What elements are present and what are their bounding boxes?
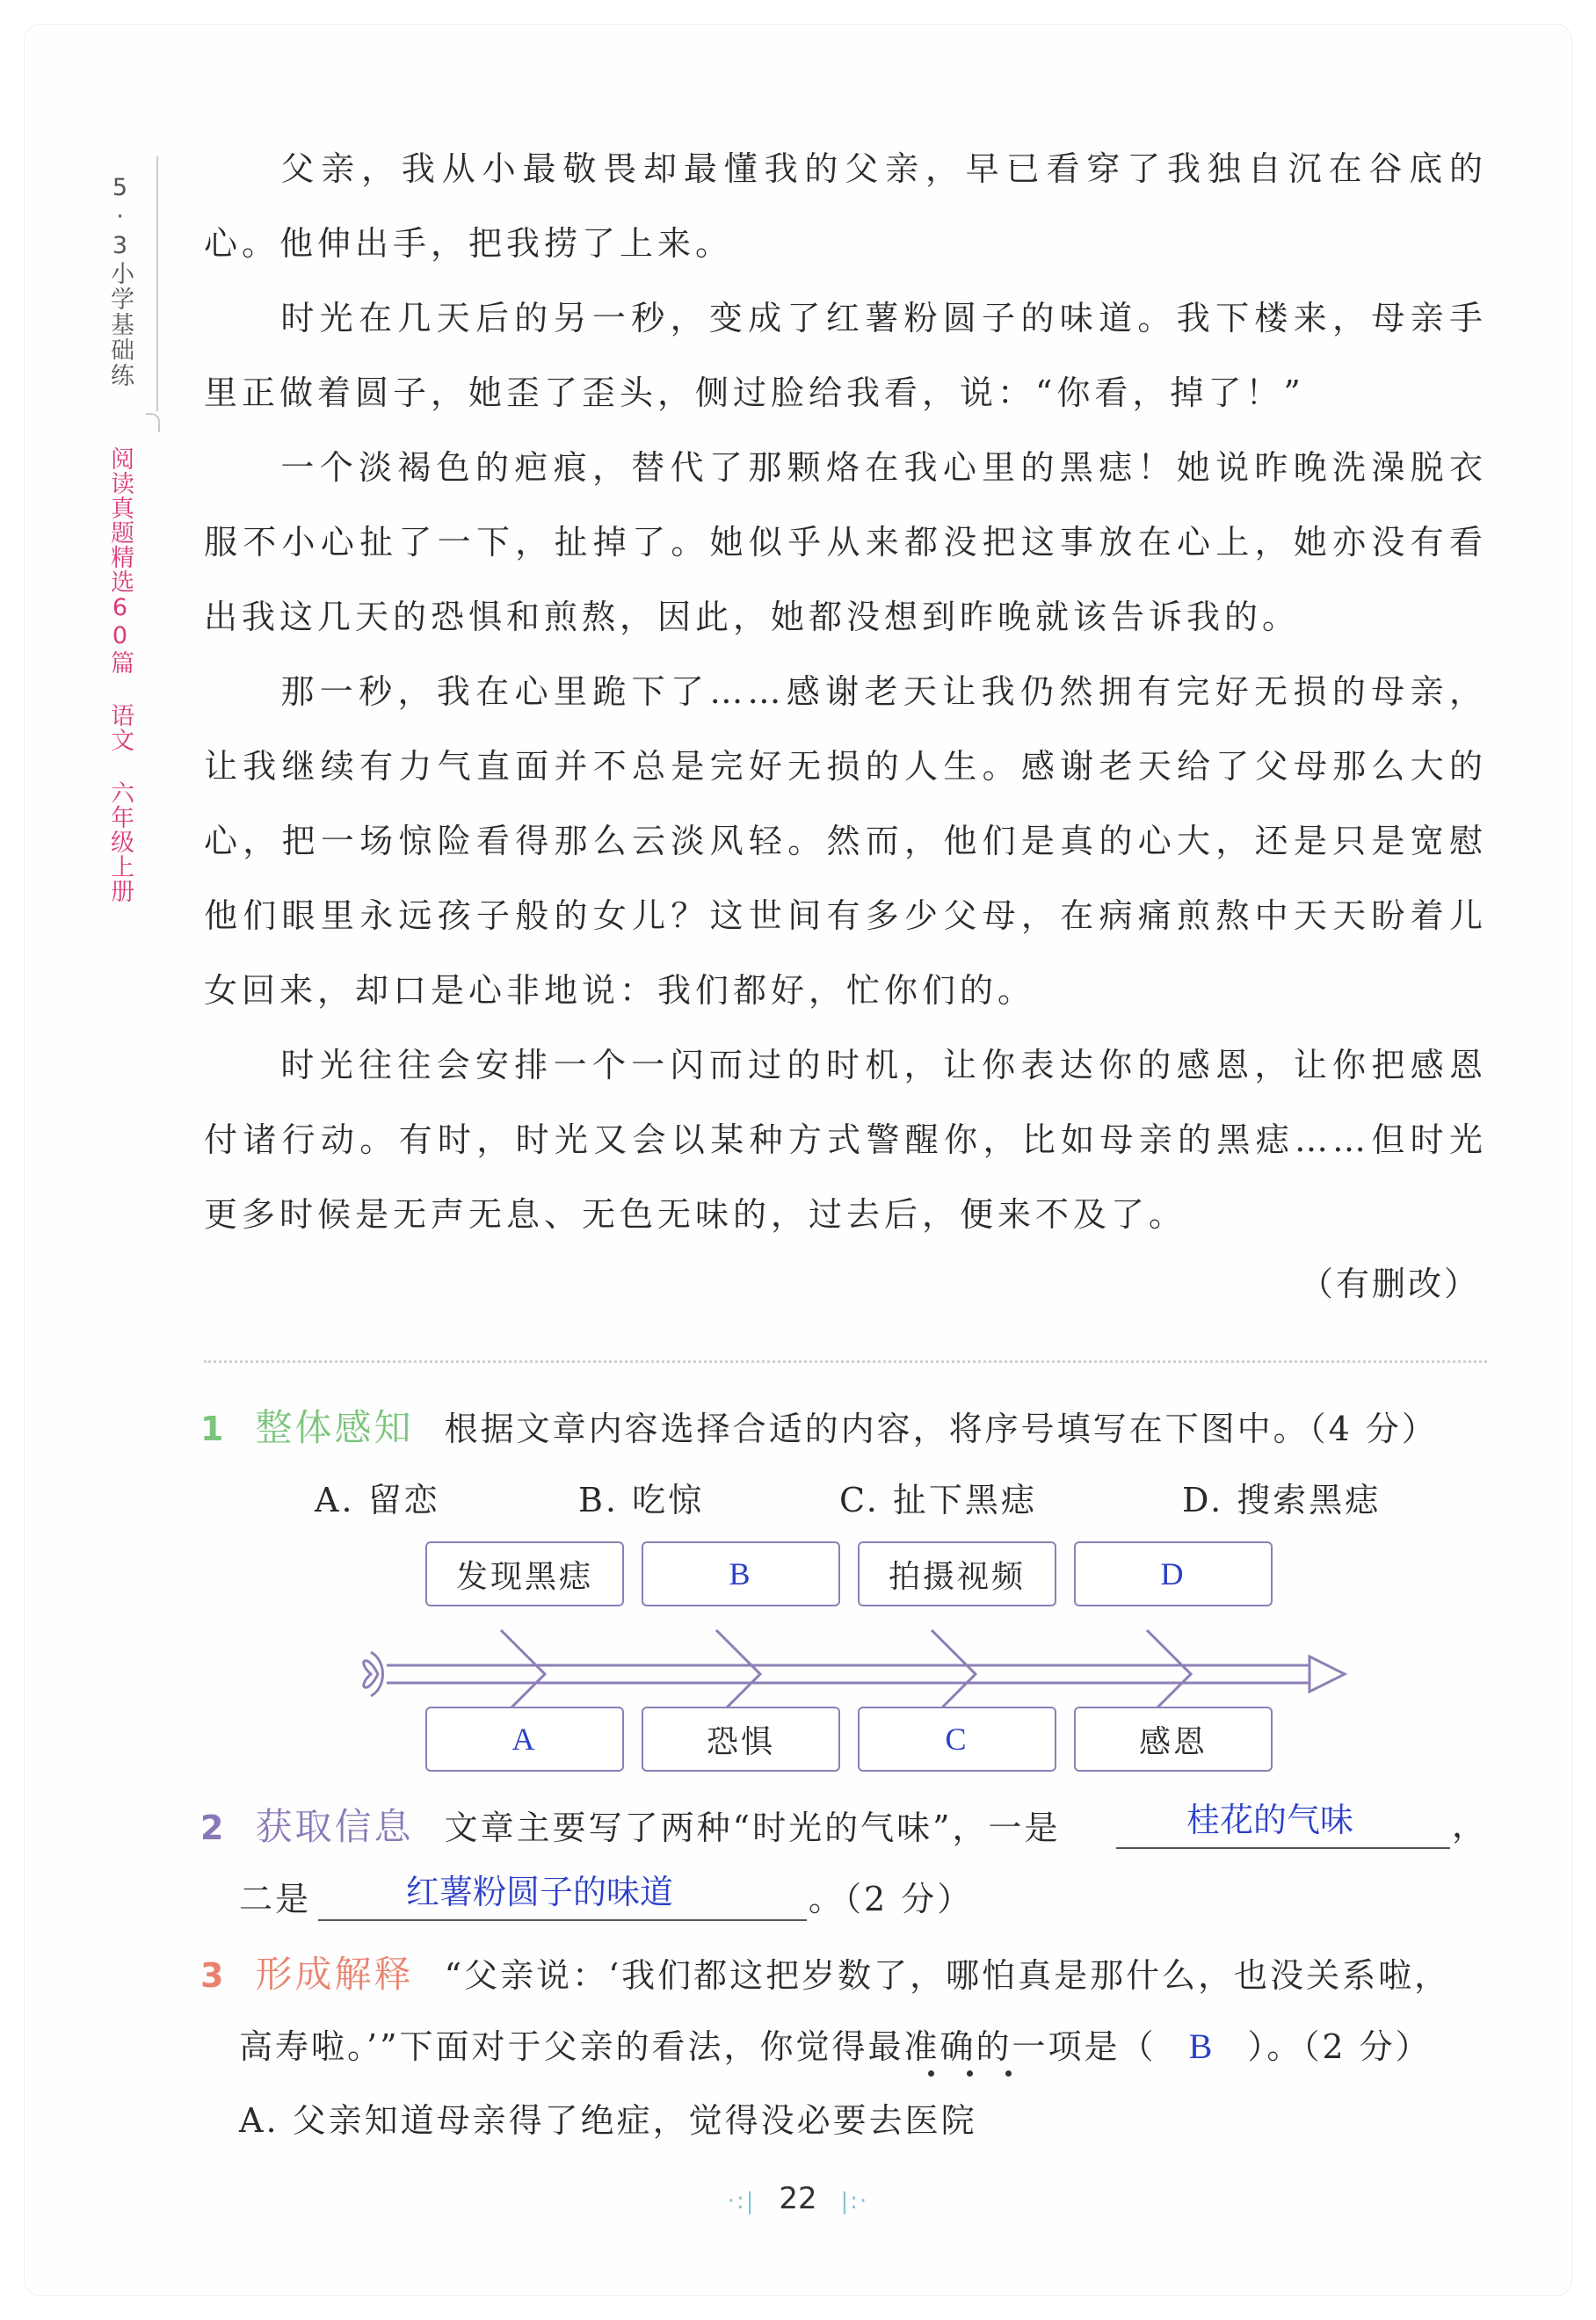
source-note: （有删改）	[1299, 1265, 1480, 1303]
question-2	[200, 1798, 1061, 1851]
page-number-deco-right: |:·	[840, 2188, 869, 2215]
q3-answer[interactable]: B	[1188, 2026, 1215, 2066]
passage-paragraph: 时光在几天后的另一秒，变成了红薯粉圆子的味道。我下楼来，母亲手里正做着圆子，她歪了歪头，侧过脸给我看，说：“你看，掉了！”	[204, 299, 1487, 412]
q2-category: 获取信息	[255, 1805, 414, 1848]
passage-paragraph: 父亲，我从小最敬畏却最懂我的父亲，早已看穿了我独自沉在谷底的心。他伸出手，把我捞了上来。	[204, 149, 1487, 263]
emphasis-dot	[1005, 2070, 1012, 2077]
passage-paragraph: 时光往往会安排一个一闪而过的时机，让你表达你的感恩，让你把感恩付诸行动。有时，时光又会以某种方式警醒你，比如母亲的黑痣……但时光更多时候是无声无息、无色无味的，过去后，便来不及了。	[204, 1046, 1487, 1234]
diagram-box-bottom-2: 恐惧	[642, 1707, 840, 1772]
emphasis-dot	[967, 2070, 973, 2077]
q1-prompt: 根据文章内容选择合适的内容，将序号填写在下图中。（4 分）	[444, 1410, 1438, 1448]
passage-body	[204, 132, 1487, 1252]
book-title-text: 5·3小学基础练	[106, 174, 134, 388]
q3-line2-b: ）。（2 分）	[1247, 2027, 1432, 2066]
passage-paragraph: 那一秒，我在心里跪下了……感谢老天让我仍然拥有完好无损的母亲，让我继续有力气直面并不总是完好无损的人生。感谢老天给了父母那么大的心，把一场惊险看得那么云淡风轻。然而，他们是真的心大，还是只是宽慰他们眼里永远孩子般的女儿？这世间有多少父母，在病痛煎熬中天天盼着儿女回来，却口是心非地说：我们都好，忙你们的。	[204, 672, 1487, 1010]
emphasis-dot	[928, 2070, 934, 2077]
page-number-deco-left: ·:|	[727, 2188, 756, 2215]
diagram-box-top-1: 发现黑痣	[425, 1541, 624, 1606]
fish-head-arrow	[1309, 1657, 1345, 1692]
q3-category: 形成解释	[255, 1953, 414, 1996]
q2-answer-1: 桂花的气味	[1186, 1801, 1354, 1839]
rib-4	[1147, 1630, 1191, 1718]
q2-number: 2	[200, 1809, 227, 1847]
q1-category: 整体感知	[255, 1406, 414, 1449]
q1-option-a: A. 留恋	[315, 1481, 440, 1519]
q1-option-b: B. 吃惊	[578, 1481, 705, 1519]
q1-number: 1	[200, 1410, 227, 1448]
sidebar-book-title	[104, 174, 135, 395]
page-number: 22	[779, 2181, 817, 2216]
q3-number: 3	[200, 1956, 227, 1995]
passage-paragraph: 一个淡褐色的疤痕，替代了那颗烙在我心里的黑痣！她说昨晚洗澡脱衣服不小心扯了一下，扯掉了。她似乎从来都没把这事放在心上，她亦没有看出我这几天的恐惧和煎熬，因此，她都没想到昨晚就该告诉我的。	[204, 448, 1487, 636]
q2-comma: ，	[1452, 1806, 1489, 1845]
diagram-box-bottom-4: 感恩	[1074, 1707, 1273, 1772]
sidebar-series-title	[104, 446, 135, 910]
q2-blank-1[interactable]	[1116, 1847, 1450, 1849]
question-3	[200, 1946, 1450, 1998]
q3-line1: “父亲说：‘我们都这把岁数了，哪怕真是那什么，也没关系啦，	[444, 1956, 1451, 1995]
page-footer	[0, 2181, 1596, 2216]
section-divider	[204, 1360, 1487, 1363]
diagram-box-top-4-answer[interactable]: D	[1074, 1541, 1273, 1606]
diagram-box-top-3: 拍摄视频	[858, 1541, 1056, 1606]
diagram-box-top-2-answer[interactable]: B	[642, 1541, 840, 1606]
q3-line2	[239, 2019, 1432, 2068]
q2-prompt-part1: 文章主要写了两种“时光的气味”，一是	[444, 1809, 1061, 1847]
q3-option-a: A. 父亲知道母亲得了绝症，觉得没必要去医院	[239, 2101, 977, 2140]
sidebar-rule	[156, 156, 158, 411]
rib-3	[932, 1630, 976, 1718]
rib-2	[716, 1630, 760, 1718]
q2-prompt-part2: 二是	[239, 1880, 312, 1918]
q1-option-c: C. 扯下黑痣	[839, 1481, 1037, 1519]
diagram-box-bottom-1-answer[interactable]: A	[425, 1707, 624, 1772]
rib-1	[501, 1630, 545, 1718]
q2-blank-2[interactable]	[318, 1919, 807, 1921]
fish-tail-shape	[364, 1661, 378, 1687]
sidebar-rule-bend	[146, 413, 160, 432]
q2-prompt-end: 。（2 分）	[809, 1880, 974, 1918]
q1-option-d: D. 搜索黑痣	[1182, 1481, 1382, 1519]
series-title-text: 阅读真题精选60篇 语文 六年级上册	[106, 446, 134, 903]
q2-answer-2: 红薯粉圆子的味道	[406, 1873, 674, 1911]
question-1	[200, 1399, 1438, 1452]
q3-line2-a: 高寿啦。’”下面对于父亲的看法，你觉得最准确的一项是（	[239, 2027, 1157, 2066]
diagram-box-bottom-3-answer[interactable]: C	[858, 1707, 1056, 1772]
